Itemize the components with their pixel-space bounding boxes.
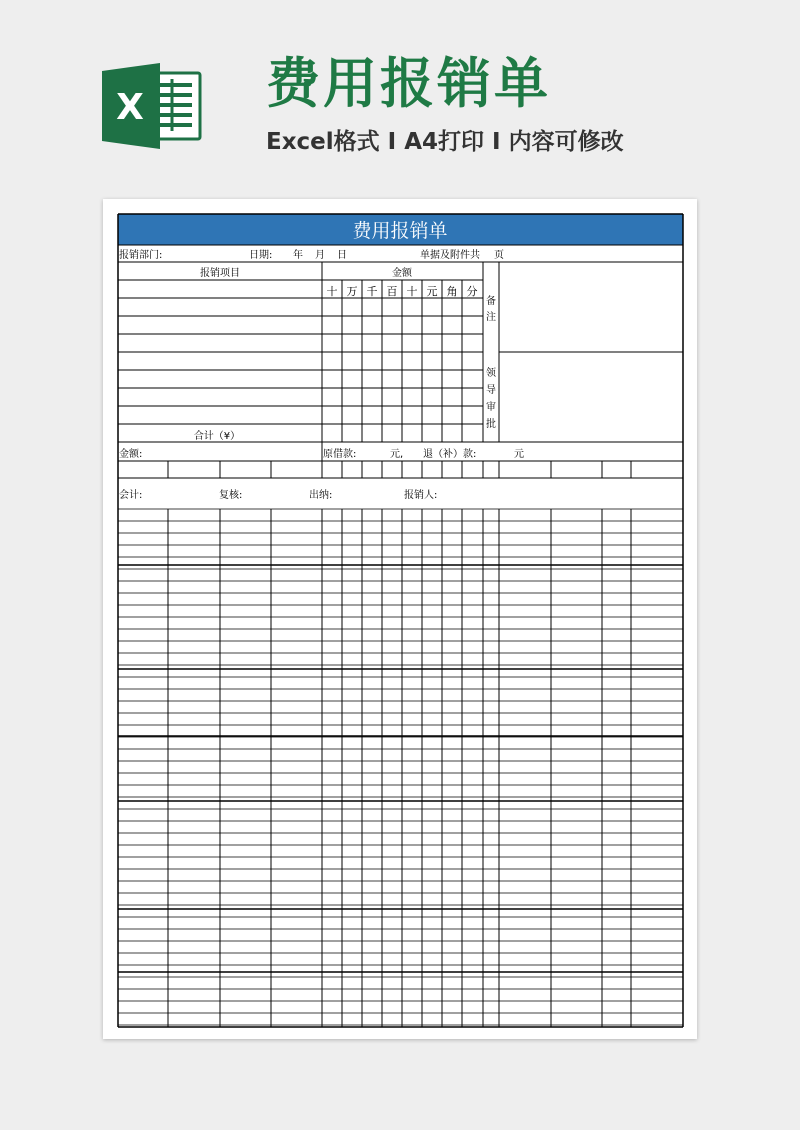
digit-header: 分: [466, 285, 478, 298]
amount-header: 金额: [392, 268, 412, 279]
form-grid: [118, 214, 683, 1027]
claimant-label: 报销人:: [404, 490, 438, 501]
document-page: [103, 199, 697, 1039]
month-label: 月: [315, 250, 325, 261]
attachments-label: 单据及附件共: [420, 250, 480, 261]
expense-form-sheet: [103, 199, 697, 1039]
day-label: 日: [337, 250, 347, 261]
page-subtitle: Excel格式 I A4打印 I 内容可修改: [266, 129, 624, 155]
digit-header: 千: [366, 285, 378, 298]
accountant-label: 会计:: [119, 490, 143, 501]
excel-icon-letter: X: [116, 87, 144, 128]
attachments-unit: 页: [494, 250, 504, 261]
total-amount-label: 金额:: [119, 449, 143, 460]
digit-header: 角: [446, 285, 458, 298]
subtotal-label: 合计（¥）: [193, 431, 241, 442]
digit-header: 十: [406, 285, 418, 298]
excel-icon: [102, 63, 202, 149]
approval-char: 领: [486, 368, 496, 379]
approval-char: 批: [486, 419, 496, 430]
refund-unit: 元: [514, 449, 524, 460]
digit-header: 百: [386, 285, 398, 298]
digit-header: 万: [346, 285, 358, 298]
remarks-label: [486, 294, 496, 323]
remarks-char: 注: [486, 312, 496, 323]
date-label: 日期:: [249, 250, 273, 261]
refund-label: 退（补）款:: [423, 449, 477, 460]
reviewer-label: 复核:: [219, 490, 243, 501]
cashier-label: 出纳:: [309, 490, 333, 501]
department-label: 报销部门:: [119, 250, 163, 261]
approval-char: 审: [486, 402, 496, 413]
page-title: 费用报销单: [266, 52, 551, 115]
digit-header: 元: [426, 285, 438, 298]
form-title: 费用报销单: [352, 220, 448, 242]
remarks-char: 备: [486, 296, 496, 307]
page-banner: [0, 0, 800, 195]
approval-label: [486, 366, 497, 430]
advance-unit: 元,: [390, 449, 404, 460]
item-header: 报销项目: [200, 268, 240, 279]
approval-char: 导: [486, 385, 496, 396]
year-label: 年: [293, 250, 303, 261]
digit-header: 十: [326, 285, 338, 298]
advance-label: 原借款:: [323, 449, 357, 460]
